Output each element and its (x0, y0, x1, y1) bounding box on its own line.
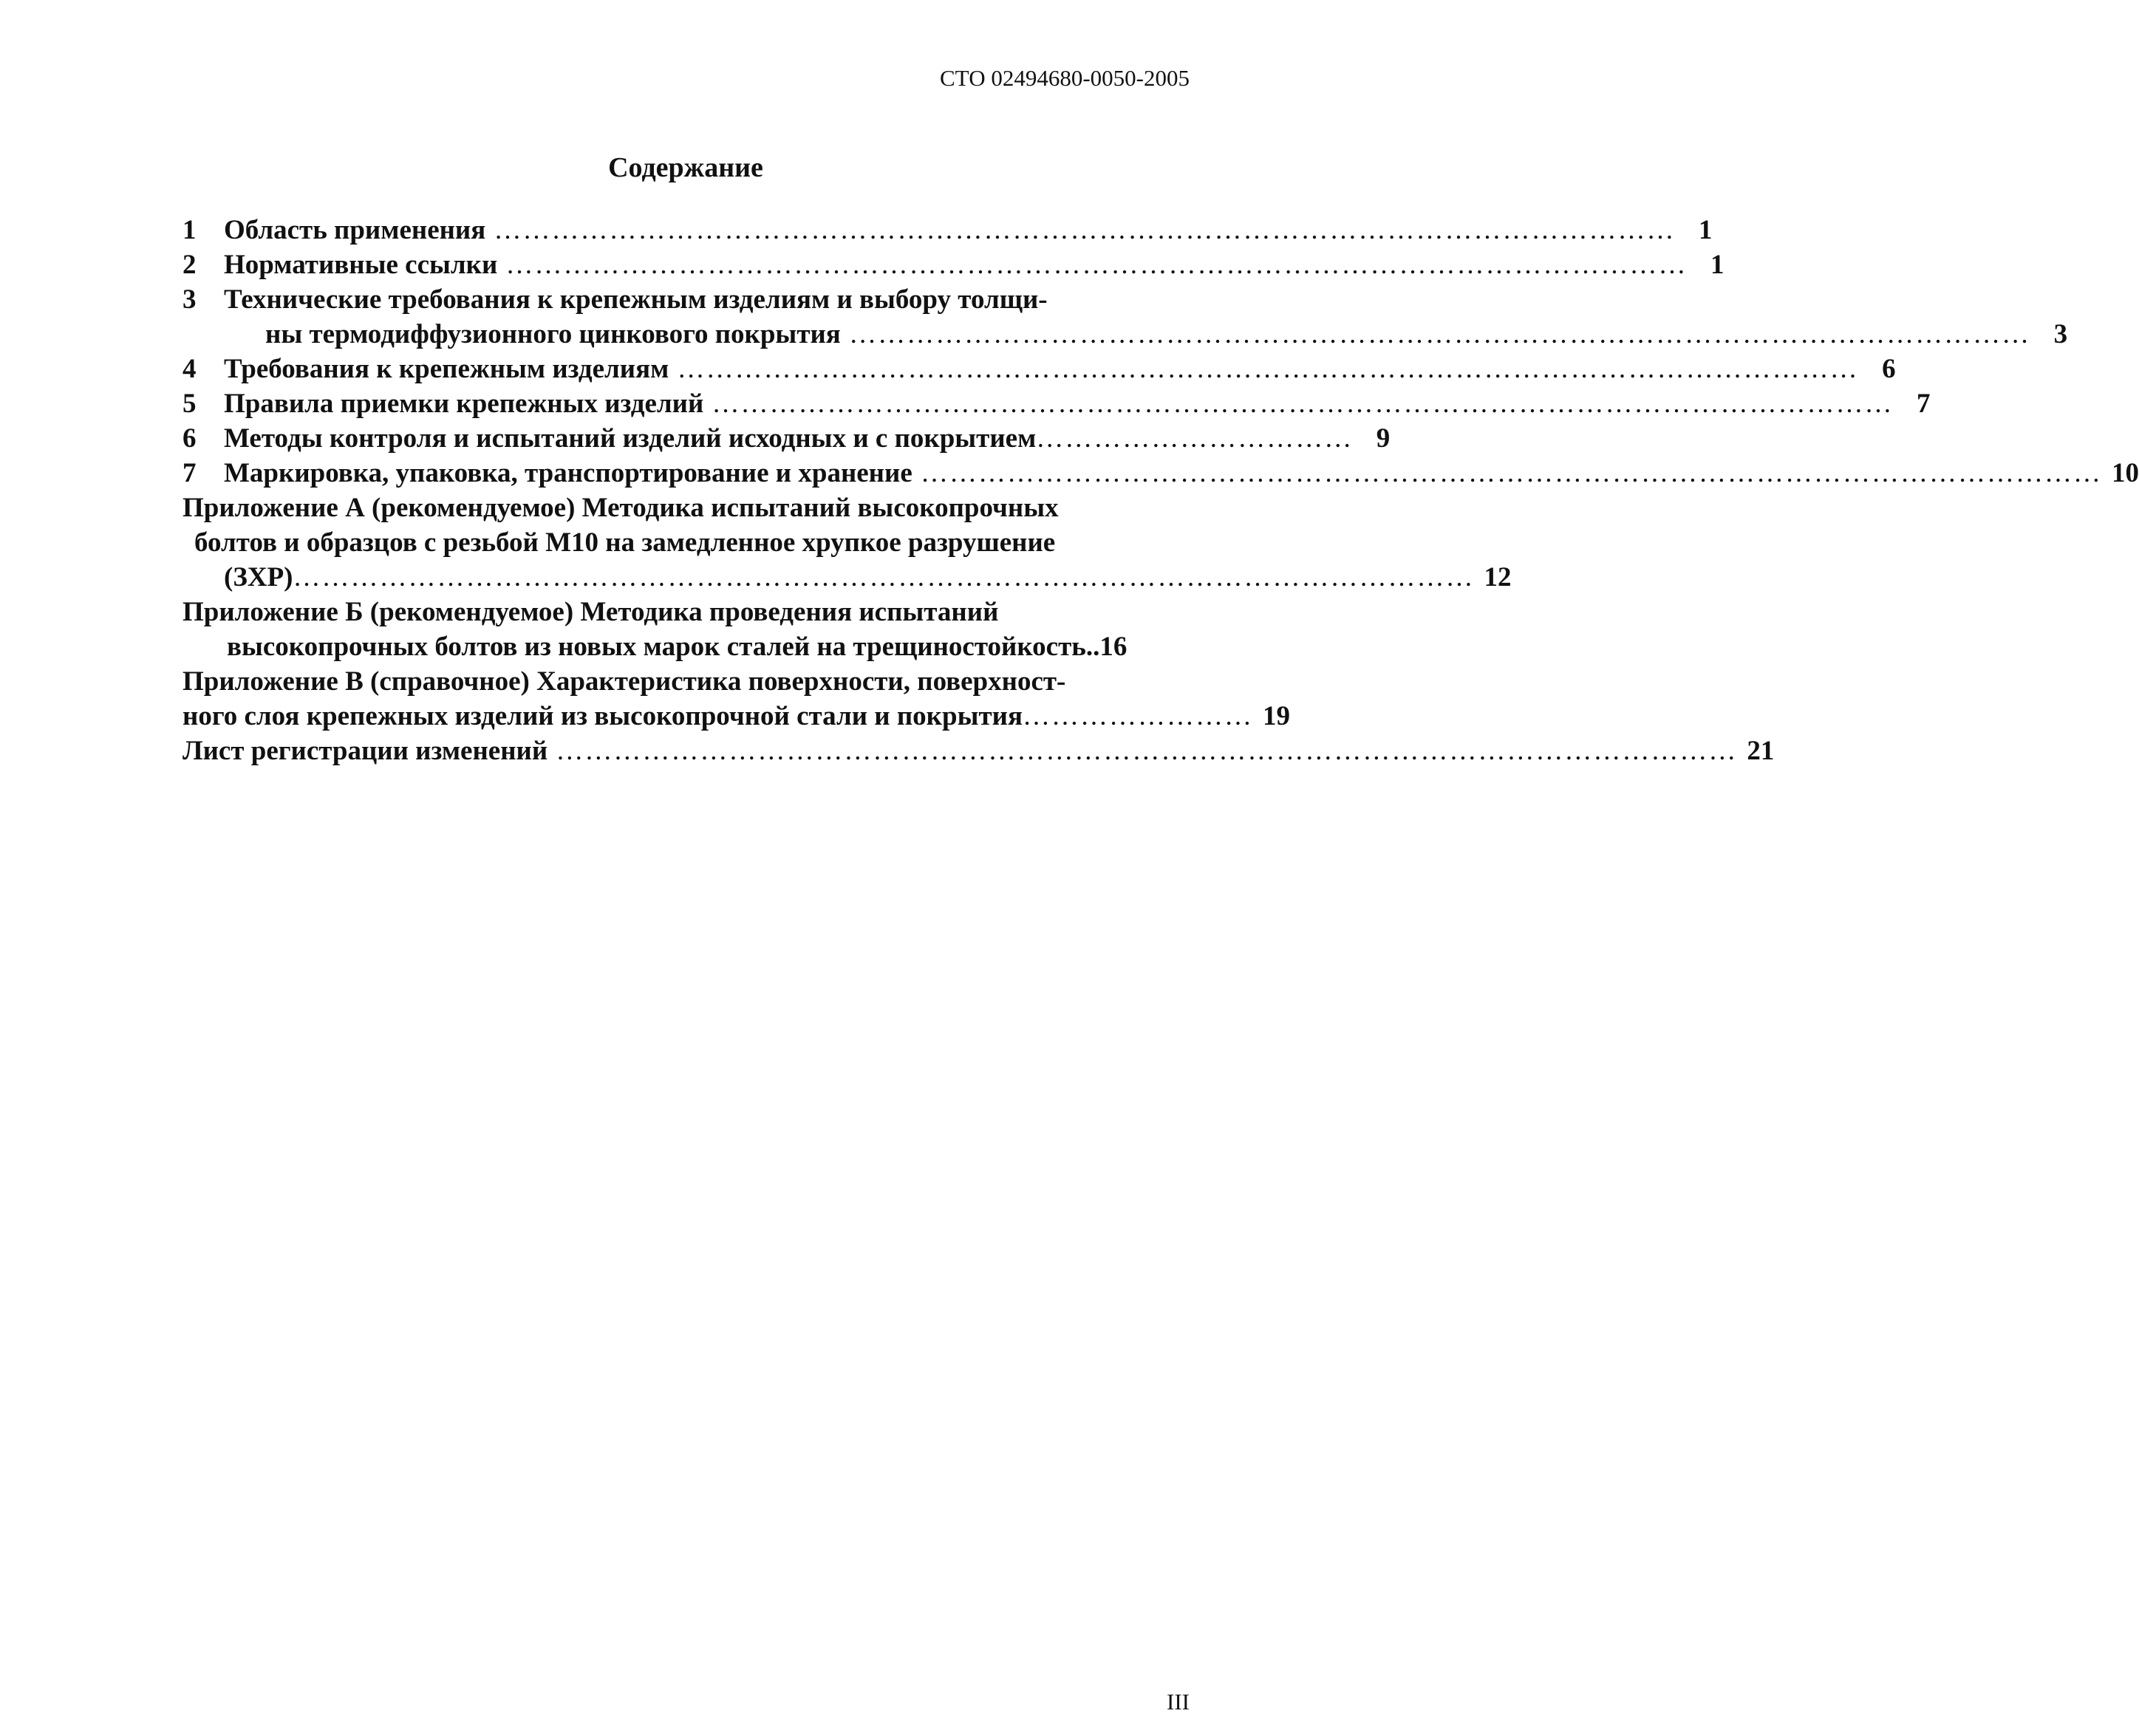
toc-appendix-a[interactable] (182, 492, 1150, 527)
leader-dots: …………………………………………………………………………………………………………… (497, 250, 1688, 280)
toc-appendix-b-cont[interactable] (182, 631, 1150, 666)
toc-entry-text: высокопрочных болтов из новых марок сталей на трещиностойкость.. (227, 632, 1100, 662)
toc-entry-text: Требования к крепежным изделиям (224, 354, 669, 384)
toc-entry-text: Лист регистрации изменений (182, 736, 548, 766)
table-of-contents (182, 214, 2139, 770)
document-code: СТО 02494680-0050-2005 (940, 65, 1190, 91)
leader-dots: …………………………………………………………………………………………………………… (669, 354, 1859, 384)
toc-entry-page: 7 (1917, 389, 1931, 419)
toc-entry-page: 9 (1376, 423, 1391, 454)
toc-entry-text: Приложение Б (рекомендуемое) Методика проведения испытаний (182, 597, 999, 627)
toc-entry-text: Область применения (224, 215, 486, 245)
toc-entry-text: Маркировка, упаковка, транспортирование и хранение (224, 458, 912, 488)
leader-dots: …………………………………………………………………………………………………………… (840, 319, 2031, 349)
toc-entry-number: 1 (182, 215, 197, 245)
leader-dots: …………………………… (1036, 423, 1354, 454)
toc-entry-page: 10 (2112, 458, 2139, 488)
toc-entry-7[interactable] (182, 457, 2139, 492)
leader-dots: …………………………………………………………………………………………………………… (703, 389, 1894, 419)
toc-entry-text: (ЗХР) (224, 562, 293, 592)
toc-entry-text: ны термодиффузионного цинкового покрытия (265, 319, 841, 349)
toc-entry-number: 6 (182, 423, 197, 454)
toc-entry-page: 3 (2053, 319, 2068, 349)
toc-entry-page: 21 (1747, 736, 1775, 766)
leader-dots: …………………………………………………………………………………………………………… (912, 458, 2102, 488)
toc-entry-text: болтов и образцов с резьбой М10 на замедленное хрупкое разрушение (194, 527, 1056, 558)
toc-entry-page: 1 (1699, 215, 1713, 245)
toc-entry-text: Приложение В (справочное) Характеристика поверхности, поверхност- (182, 666, 1066, 697)
toc-entry-5[interactable] (182, 388, 1931, 423)
toc-entry-number: 5 (182, 389, 197, 419)
page-number: III (1167, 1689, 1190, 1715)
leader-dots: …………………… (1022, 701, 1253, 731)
toc-appendix-b[interactable] (182, 596, 1150, 631)
toc-entry-page: 1 (1710, 250, 1724, 280)
toc-entry-number: 2 (182, 250, 197, 280)
toc-entry-page: 19 (1262, 701, 1290, 731)
toc-entry-4[interactable] (182, 353, 1896, 388)
toc-appendix-v-cont[interactable] (182, 700, 1290, 735)
toc-appendix-v[interactable] (182, 666, 1150, 700)
toc-entry-text: ного слоя крепежных изделий из высокопрочной стали и покрытия (182, 701, 1023, 731)
toc-entry-3[interactable] (182, 284, 1150, 318)
toc-entry-number: 4 (182, 354, 197, 384)
toc-entry-number: 7 (182, 458, 197, 488)
toc-entry-2[interactable] (182, 249, 1724, 284)
toc-entry-3-cont[interactable] (182, 318, 2068, 353)
toc-entry-text: Методы контроля и испытаний изделий исходных и с покрытием (224, 423, 1037, 454)
toc-entry-text: Нормативные ссылки (224, 250, 498, 280)
toc-entry-6[interactable] (182, 423, 1391, 457)
toc-entry-text: Приложение А (рекомендуемое) Методика испытаний высокопрочных (182, 493, 1059, 523)
toc-entry-page: 16 (1099, 632, 1128, 662)
toc-entry-number: 3 (182, 284, 197, 315)
toc-entry-text: Технические требования к крепежным изделиям и выбору толщи- (224, 284, 1048, 315)
toc-appendix-a-cont[interactable] (182, 527, 1150, 561)
toc-appendix-a-cont2[interactable] (182, 561, 1512, 596)
toc-entry-1[interactable] (182, 214, 1713, 249)
toc-title: Содержание (608, 152, 763, 183)
leader-dots: …………………………………………………………………………………………………………… (293, 562, 1475, 592)
leader-dots: …………………………………………………………………………………………………………… (485, 215, 1676, 245)
toc-entry-page: 6 (1882, 354, 1896, 384)
toc-entry-text: Правила приемки крепежных изделий (224, 389, 704, 419)
toc-change-log[interactable] (182, 735, 1775, 770)
toc-entry-page: 12 (1484, 562, 1512, 592)
leader-dots: …………………………………………………………………………………………………………… (547, 736, 1738, 766)
